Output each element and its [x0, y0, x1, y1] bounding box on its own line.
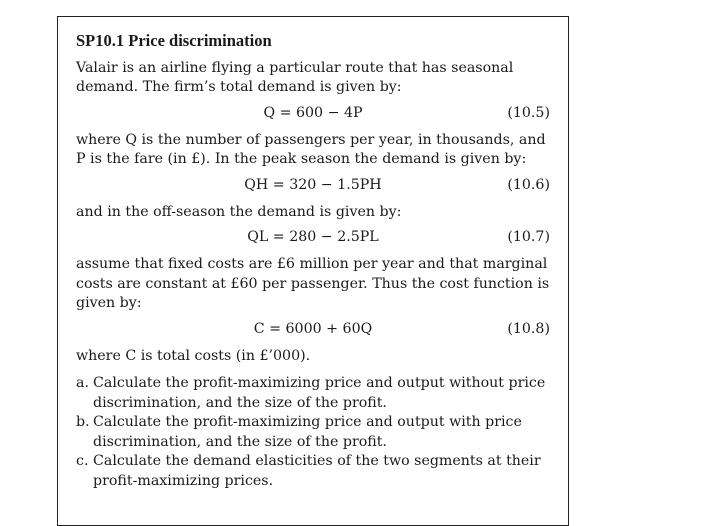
equation-formula: C = 6000 + 60Q [253, 320, 373, 337]
question-marker: a. [76, 375, 89, 391]
question-marker: c. [76, 453, 89, 469]
problem-box [57, 16, 569, 526]
equation-number: (10.7) [507, 229, 550, 245]
equation-10-5 [76, 104, 550, 124]
question-text: Calculate the profit-maximizing price and output with price discrimination, and the size of the profit. [93, 414, 522, 450]
offseason-paragraph: and in the off-season the demand is given by: [76, 203, 402, 220]
question-item [76, 374, 550, 413]
total-cost-note: where C is total costs (in £’000). [76, 347, 311, 364]
equation-formula: Q = 600 − 4P [263, 104, 363, 121]
equation-10-6 [76, 176, 550, 196]
equation-formula: QH = 320 − 1.5PH [244, 176, 382, 193]
equation-10-7 [76, 228, 550, 248]
equation-10-8 [76, 320, 550, 340]
cost-paragraph: assume that fixed costs are £6 million per year and that marginal costs are constant at £60 per passenger. Thus the cost function is given by: [76, 256, 550, 311]
question-text: Calculate the profit-maximizing price and output without price discrimination, and the size of the profit. [93, 375, 546, 411]
question-item [76, 452, 550, 491]
definition-paragraph: where Q is the number of passengers per year, in thousands, and P is the fare (in £). In the peak season the demand is given by: [76, 131, 546, 167]
equation-formula: QL = 280 − 2.5PL [247, 229, 379, 245]
question-list [76, 374, 550, 491]
equation-number: (10.6) [507, 176, 550, 193]
equation-number: (10.8) [507, 320, 550, 337]
question-text: Calculate the demand elasticities of the two segments at their profit-maximizing prices. [93, 453, 541, 489]
problem-title: SP10.1 Price discrimination [76, 31, 272, 50]
intro-paragraph: Valair is an airline flying a particular route that has seasonal demand. The firm’s total demand is given by: [76, 59, 514, 95]
question-marker: b. [76, 414, 90, 430]
equation-number: (10.5) [507, 104, 550, 121]
question-item [76, 413, 550, 452]
